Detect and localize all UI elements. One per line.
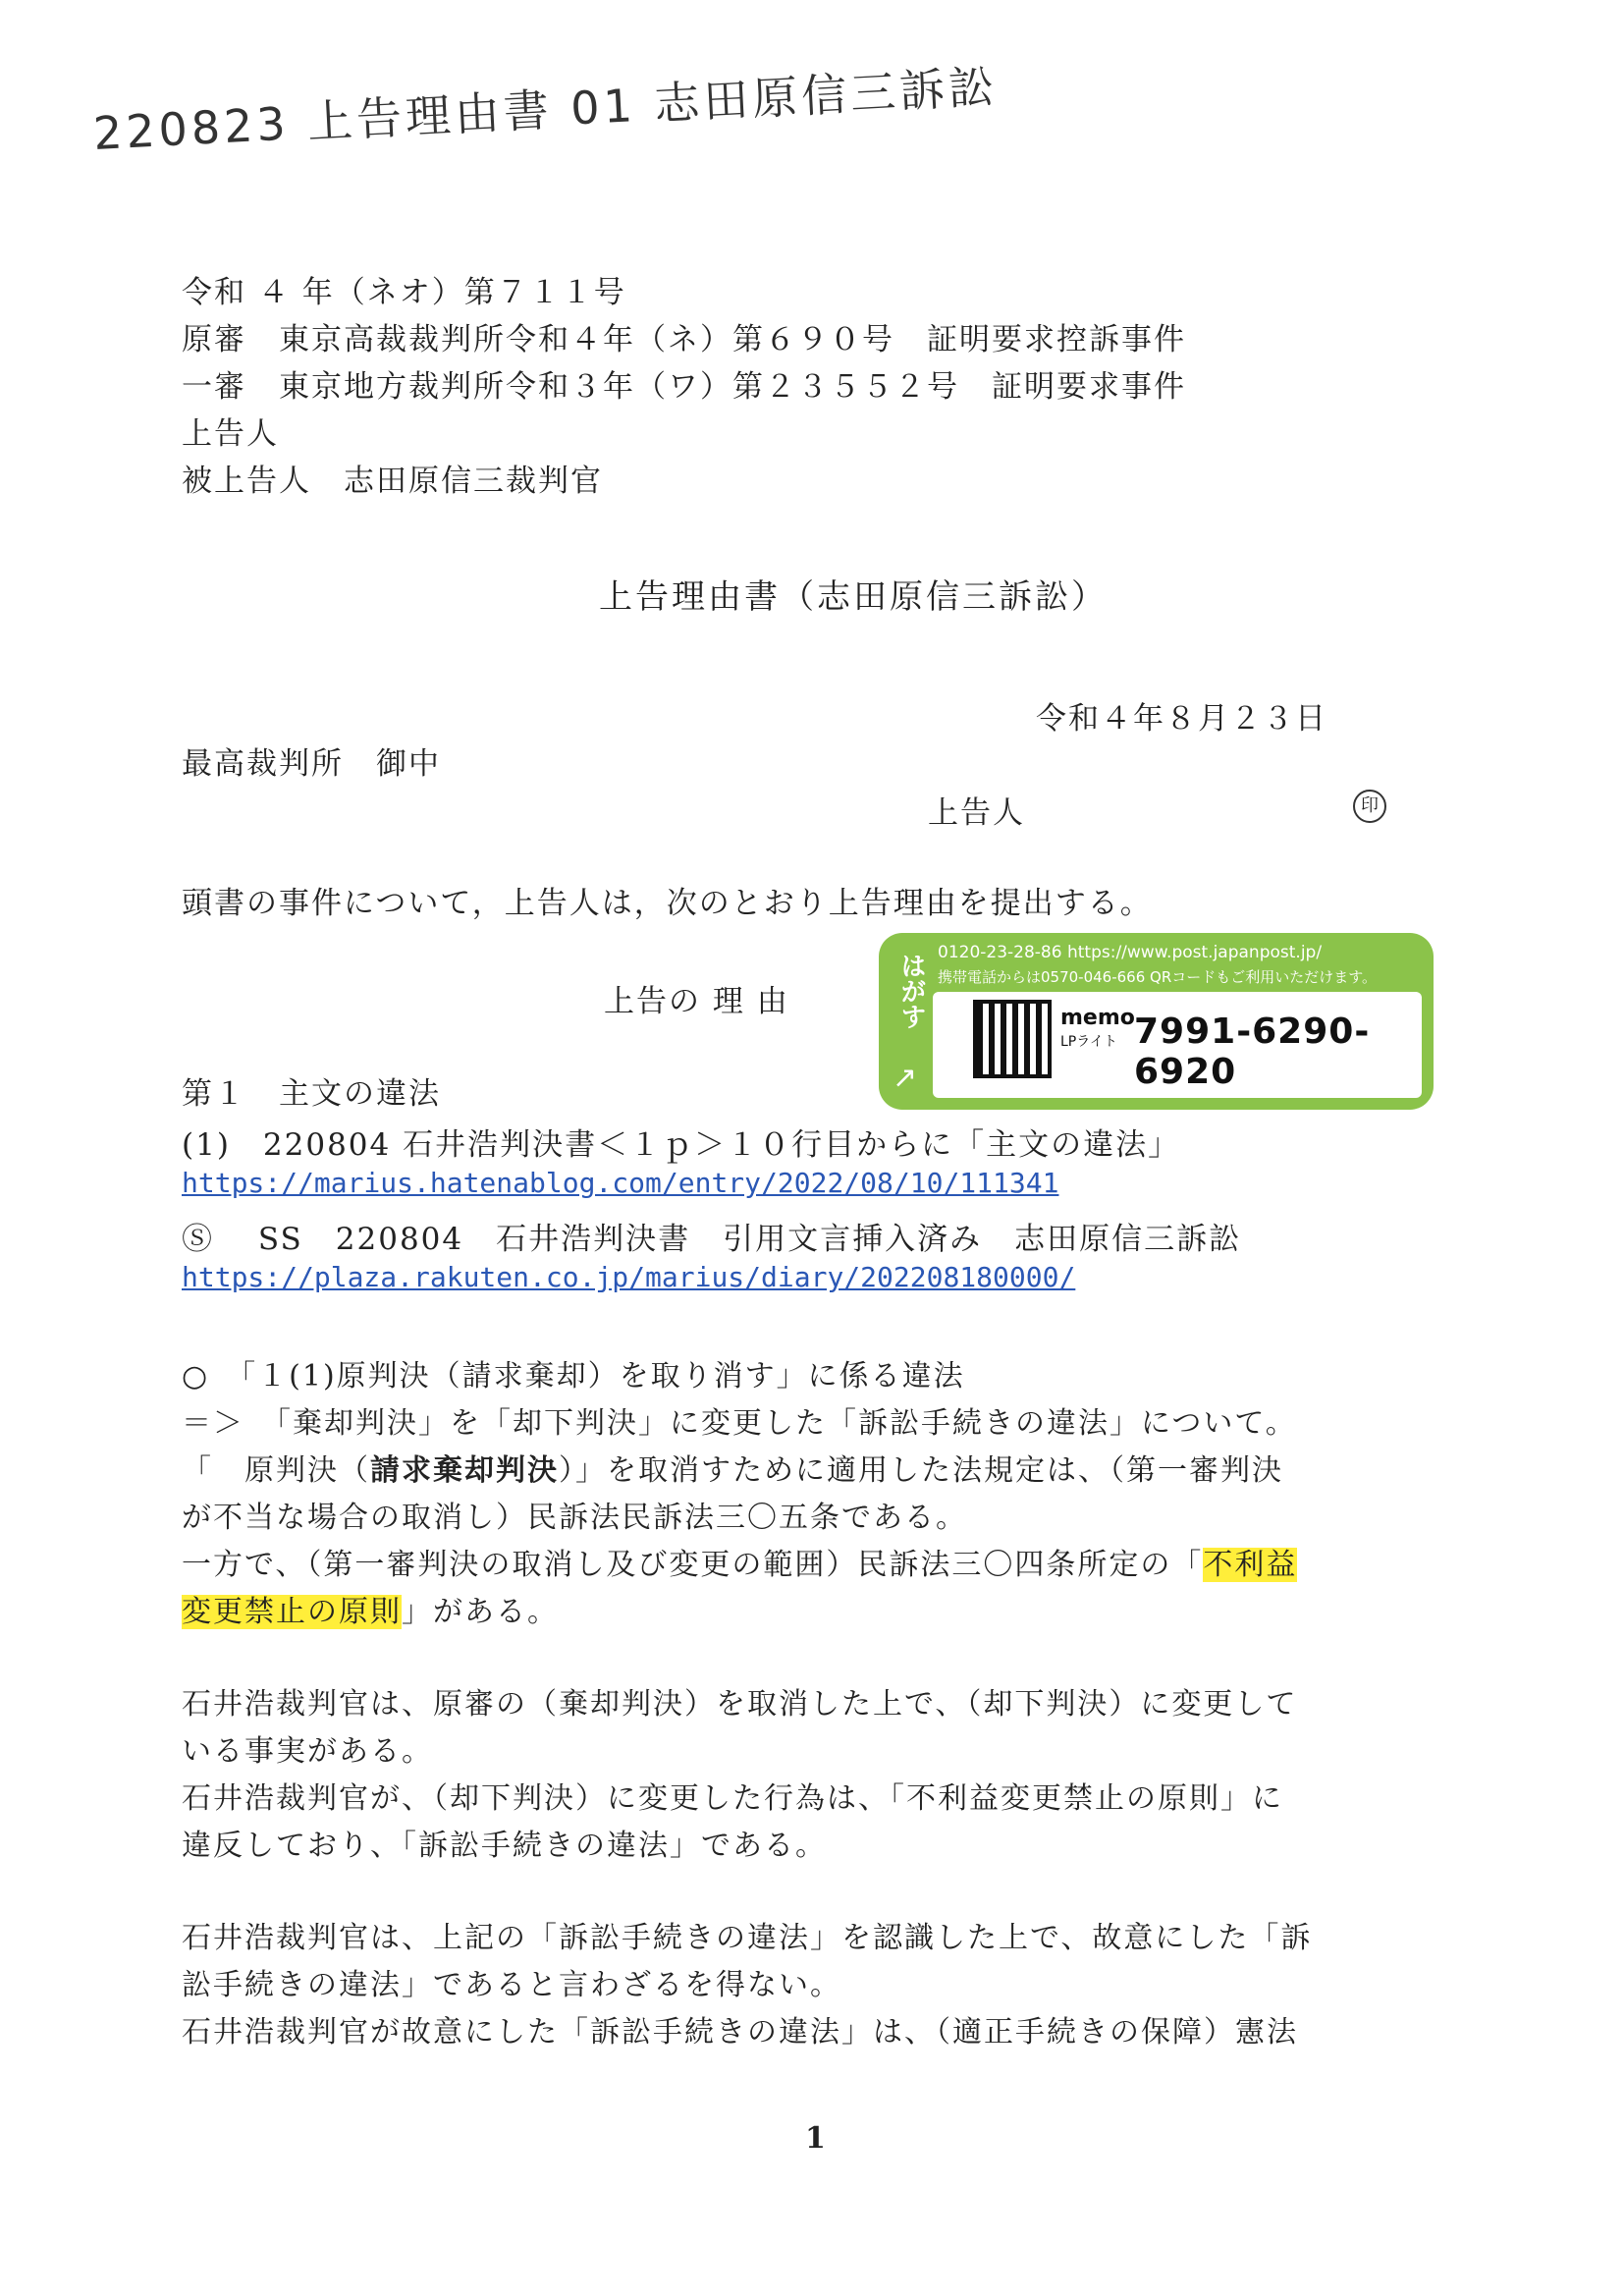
para1-line6-b: 」がある。 bbox=[402, 1595, 559, 1629]
rakuten-link[interactable]: https://plaza.rakuten.co.jp/marius/diary/202208180000/ bbox=[182, 1261, 1076, 1293]
para2-line2: いる事実がある。 bbox=[182, 1734, 433, 1769]
sticker-phone: 0120-23-28-86 https://www.post.japanpost.jp/ bbox=[938, 943, 1323, 962]
part1-heading: 第１ 主文の違法 bbox=[182, 1076, 441, 1112]
appellee-label: 被上告人 志田原信三裁判官 bbox=[182, 464, 603, 499]
tracking-sticker bbox=[879, 933, 1434, 1110]
document-title: 上告理由書（志田原信三訴訟） bbox=[599, 577, 1108, 617]
item1-text: (1) 220804 石井浩判決書＜１ｐ＞１０行目からに「主文の違法」 bbox=[182, 1127, 1181, 1163]
first-instance: 一審 東京地方裁判所令和３年（ワ）第２３５５２号 証明要求事件 bbox=[182, 369, 1186, 405]
section-heading: 上告の 理 由 bbox=[604, 984, 789, 1019]
peel-tab-label: はがす bbox=[896, 953, 926, 1029]
intro-text: 頭書の事件について，上告人は，次のとおり上告理由を提出する。 bbox=[182, 886, 1153, 921]
hatenablog-link[interactable]: https://marius.hatenablog.com/entry/2022/08/10/111341 bbox=[182, 1167, 1059, 1199]
page-number: 1 bbox=[805, 2121, 826, 2156]
para1-line2: ＝＞ 「棄却判決」を「却下判決」に変更した「訴訟手続きの違法」について。 bbox=[182, 1406, 1297, 1441]
product-label: LPライト bbox=[1060, 1034, 1117, 1050]
para1-line6-highlight: 変更禁止の原則 bbox=[182, 1595, 402, 1629]
para1-line3 bbox=[182, 1446, 1283, 1489]
handwritten-note: 220823 上告理由書 01 志田原信三訴訟 bbox=[91, 59, 1000, 160]
document-date: 令和４年８月２３日 bbox=[1036, 701, 1327, 737]
sticker-mobile: 携帯電話からは0570-046-666 QRコードもご利用いただけます。 bbox=[938, 968, 1378, 986]
para1-line4: が不当な場合の取消し）民訴法民訴法三〇五条である。 bbox=[182, 1501, 967, 1535]
para2-line3: 石井浩裁判官が、（却下判決）に変更した行為は、「不利益変更禁止の原則」に bbox=[182, 1781, 1283, 1816]
signer-label: 上告人 bbox=[928, 795, 1025, 831]
para1-line3-b: ）」を取消すために適用した法規定は、（第一審判決 bbox=[559, 1453, 1283, 1488]
memo-label: memo bbox=[1060, 1006, 1135, 1030]
para3-line3: 石井浩裁判官が故意にした「訴訟手続きの違法」は、（適正手続きの保障）憲法 bbox=[182, 2015, 1298, 2050]
para3-line1: 石井浩裁判官は、上記の「訴訟手続きの違法」を認識した上で、故意にした「訴 bbox=[182, 1921, 1313, 1955]
qr-code bbox=[977, 1004, 1048, 1074]
appellant-label: 上告人 bbox=[182, 416, 279, 452]
para1-line5 bbox=[182, 1540, 1297, 1583]
para1-line5-highlight: 不利益 bbox=[1203, 1548, 1298, 1582]
para3-line2: 訟手続きの違法」であると言わざるを得ない。 bbox=[182, 1968, 841, 2002]
sticker-panel bbox=[933, 992, 1422, 1098]
para2-line4: 違反しており、「訴訟手続きの違法」である。 bbox=[182, 1829, 827, 1863]
arrow-icon: ↗ bbox=[893, 1061, 918, 1095]
para1-line5-a: 一方で、（第一審判決の取消し及び変更の範囲）民訴法三〇四条所定の「 bbox=[182, 1548, 1204, 1582]
para1-line3-a: 「 原判決（ bbox=[182, 1453, 370, 1488]
para1-line1: ○ 「１(1)原判決（請求棄却）を取り消す」に係る違法 bbox=[182, 1359, 965, 1394]
para1-line6 bbox=[182, 1587, 559, 1630]
seal-mark: 印 bbox=[1353, 790, 1386, 823]
para2-line1: 石井浩裁判官は、原審の（棄却判決）を取消した上で、（却下判決）に変更して bbox=[182, 1687, 1298, 1722]
ss-item-text: Ⓢ SS 220804 石井浩判決書 引用文言挿入済み 志田原信三訴訟 bbox=[182, 1222, 1242, 1257]
tracking-number: 7991-6290-6920 bbox=[1134, 1011, 1371, 1092]
para1-line3-bold: 請求棄却判決 bbox=[370, 1453, 559, 1488]
case-number: 令和 ４ 年（ネオ）第７１１号 bbox=[182, 275, 626, 310]
original-trial: 原審 東京高裁裁判所令和４年（ネ）第６９０号 証明要求控訴事件 bbox=[182, 322, 1186, 357]
addressee: 最高裁判所 御中 bbox=[182, 746, 441, 782]
